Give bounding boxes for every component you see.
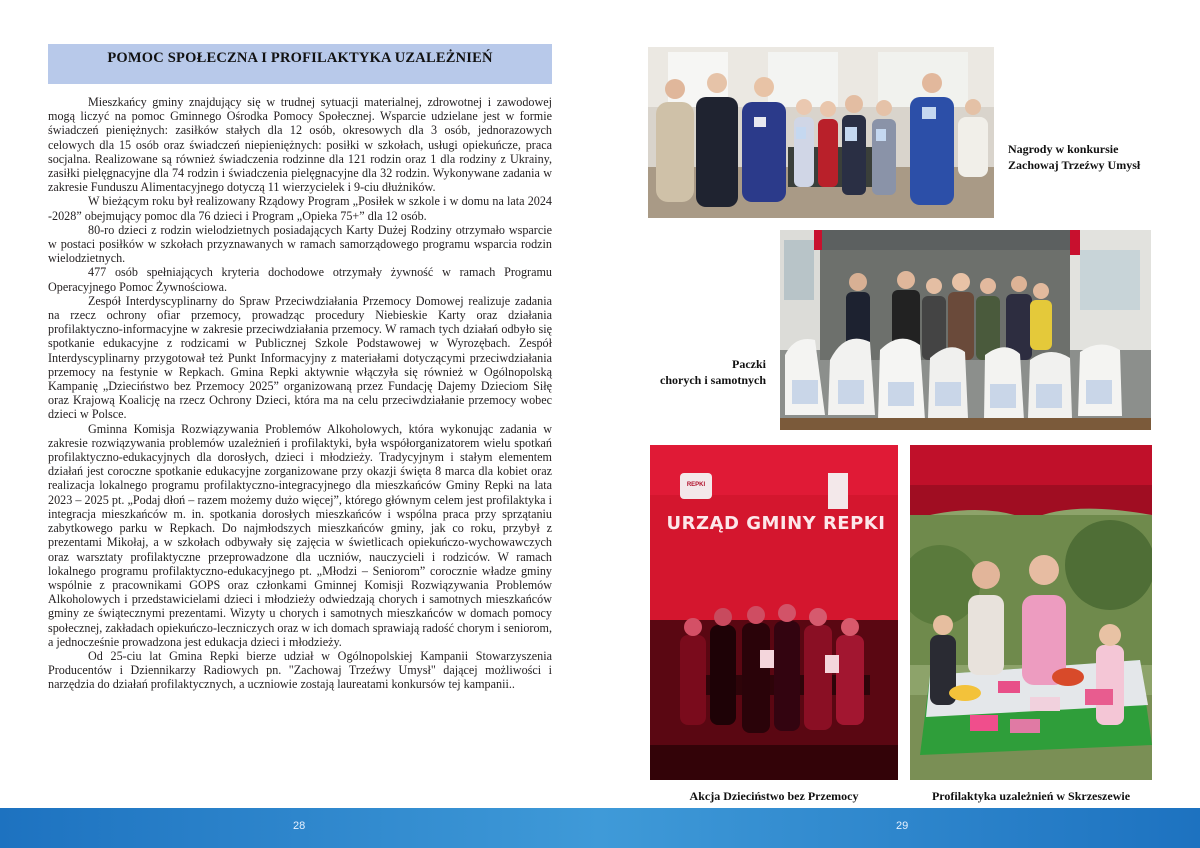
- paragraph: W bieżącym roku był realizowany Rządowy Program „Posiłek w szkole i w domu na lata 2024 -2028” obejmujący pomoc dla 76 dzieci i Program „Opieka 75+” dla 12 osób.: [48, 194, 552, 223]
- caption-parcels: [600, 356, 766, 388]
- page-number-left: 28: [293, 820, 306, 832]
- section-heading-bar: [48, 44, 552, 84]
- section-heading: POMOC SPOŁECZNA I PROFILAKTYKA UZALEŻNIEŃ: [107, 50, 493, 66]
- photo-parcels: [780, 230, 1151, 430]
- caption-line: chorych i samotnych: [660, 373, 766, 387]
- body-text: [48, 95, 552, 692]
- caption-line: Paczki: [732, 357, 766, 371]
- caption-red-building: Akcja Dzieciństwo bez Przemocy: [689, 789, 859, 803]
- paragraph: 80-ro dzieci z rodzin wielodzietnych posiadających Karty Dużej Rodziny otrzymało wsparcie w postaci posiłków w szkołach przyznawanych w ramach samorządowego programu wsparcia rodzin wielodzietnych.: [48, 222, 552, 266]
- building-sign-small: REPKI: [686, 482, 706, 488]
- paragraph: Gminna Komisja Rozwiązywania Problemów Alkoholowych, która wykonując zadania w zakresie rozwiązywania problemów uzależnień i profilaktyki, była współorganizatorem wielu spotkań profilaktyczno-edukacyjnych dla dorosłych, dzieci i młodzieży. Tradycyjnym i stałym elementem działań jest coroczne spotkanie edukacyjne zorganizowane przy okazji święta 8 marca dla kobiet oraz realizacja lokalnego programu profilaktyczno-integracyjnego dla mieszkańców Gminy Repki na lata 2023 – 2025 pt. „Podaj dłoń – razem możemy dużo więcej”, którego głównym celem jest profilaktyka i integracja mieszkańców m. in. spotkania dorosłych mieszkańców i wspólna praca przy sprzątaniu zabytkowego parku w Repkach. Do najmłodszych mieszkańców gminy, jak co roku, przybył z prezentami Mikołaj, a w szkołach odbywały się zajęcia w świetlicach opiekuńczo-wychowawczych oraz warsztaty profilaktyczne przeprowadzone dla uczniów, nauczycieli i rodziców. W ramach lokalnego programu profilaktyczno-edukacyjnego pt. „Młodzi – Seniorom” corocznie władze gminy wspólnie z pracownikami GOPS oraz członkami Gminnej Komisji Rozwiązywania Problemów Alkoholowych i przedstawicielami dzieci i młodzieży odwiedzają chorych i samotnych mieszkańców gminy ze świątecznymi prezentami. Wizyty u chorych i samotnych mieszkańców w domach pomocy społecznej, zakładach opiekuńczo-leczniczych oraz w ich domach sprawiają radość chorym i seniorom, a jednocześnie prowadzona jest edukacja dzieci i młodzieży.: [48, 421, 552, 649]
- photo-awards: [648, 47, 994, 218]
- caption-line: Nagrody w konkursie: [1008, 142, 1119, 156]
- photo-outdoor-tent: [910, 445, 1152, 780]
- paragraph: Od 25-ciu lat Gmina Repki bierze udział w Ogólnopolskiej Kampanii Stowarzyszenia Producentów i Dziennikarzy Radiowych pn. "Zachowaj Trzeźwy Umysł" dającej możliwości i narzędzia do działań profilaktycznych, a uczniowie zostają laureatami konkursów tej kampanii..: [48, 648, 552, 692]
- page-number-right: 29: [896, 820, 909, 832]
- caption-line: Zachowaj Trzeźwy Umysł: [1008, 158, 1141, 172]
- caption-outdoor-tent: Profilaktyka uzależnień w Skrzeszewie: [931, 789, 1131, 803]
- paragraph: 477 osób spełniających kryteria dochodowe otrzymały żywność w ramach Programu Operacyjnego Pomoc Żywnościowa.: [48, 265, 552, 294]
- building-sign: URZĄD GMINY REPKI: [666, 513, 886, 534]
- caption-awards: [1008, 141, 1178, 173]
- paragraph: Mieszkańcy gminy znajdujący się w trudnej sytuacji materialnej, zdrowotnej i zawodowej mogą liczyć na pomoc Gminnego Ośrodka Pomocy Społecznej. Wsparcie udzielane jest w formie świadczeń pieniężnych: zasiłków stałych dla 12 osób, okresowych dla 3 osób, jednorazowych celowych dla 15 osób oraz świadczeń niepieniężnych: posiłki w szkołach, usługi opiekuńcze, praca socjalna. Realizowane są również świadczenia rodzinne dla 121 rodzin oraz 1 dla rodziny z Ukrainy, zasiłki pielęgnacyjne dla 74 rodzin i świadczenia pielęgnacyjne dla 32 rodzin. Wykonywane zadania w zakresie Funduszu Alimentacyjnego dotyczą 11 wierzycielek i 9-ciu dłużników.: [48, 95, 552, 195]
- paragraph: Zespół Interdyscyplinarny do Spraw Przeciwdziałania Przemocy Domowej realizuje zadania na rzecz ochrony ofiar przemocy, prowadząc procedury Niebieskie Karty oraz działania profilaktyczno-informacyjne w zakresie przeciwdziałania przemocy. W ramach tych działań odbyło się spotkanie edukacyjne z rodzicami w Publicznej Szkole Podstawowej w Wyrozębach. Zespół Interdyscyplinarny przygotował też Punkt Informacyjny z materiałami dotyczącymi przeciwdziałania przemocy na festynie w Repkach. Gmina Repki aktywnie włączyła się również w Ogólnopolską Kampanię „Dzieciństwo bez Przemocy 2025” organizowaną przez Fundację Dajemy Dzieciom Siłę oraz Krajową Koalicję na rzecz Ochrony Dzieci, która ma na celu przeciwdziałanie przemocy wobec dzieci w Polsce.: [48, 293, 552, 422]
- footer-band: [0, 808, 1200, 848]
- photo-red-building: [650, 445, 898, 780]
